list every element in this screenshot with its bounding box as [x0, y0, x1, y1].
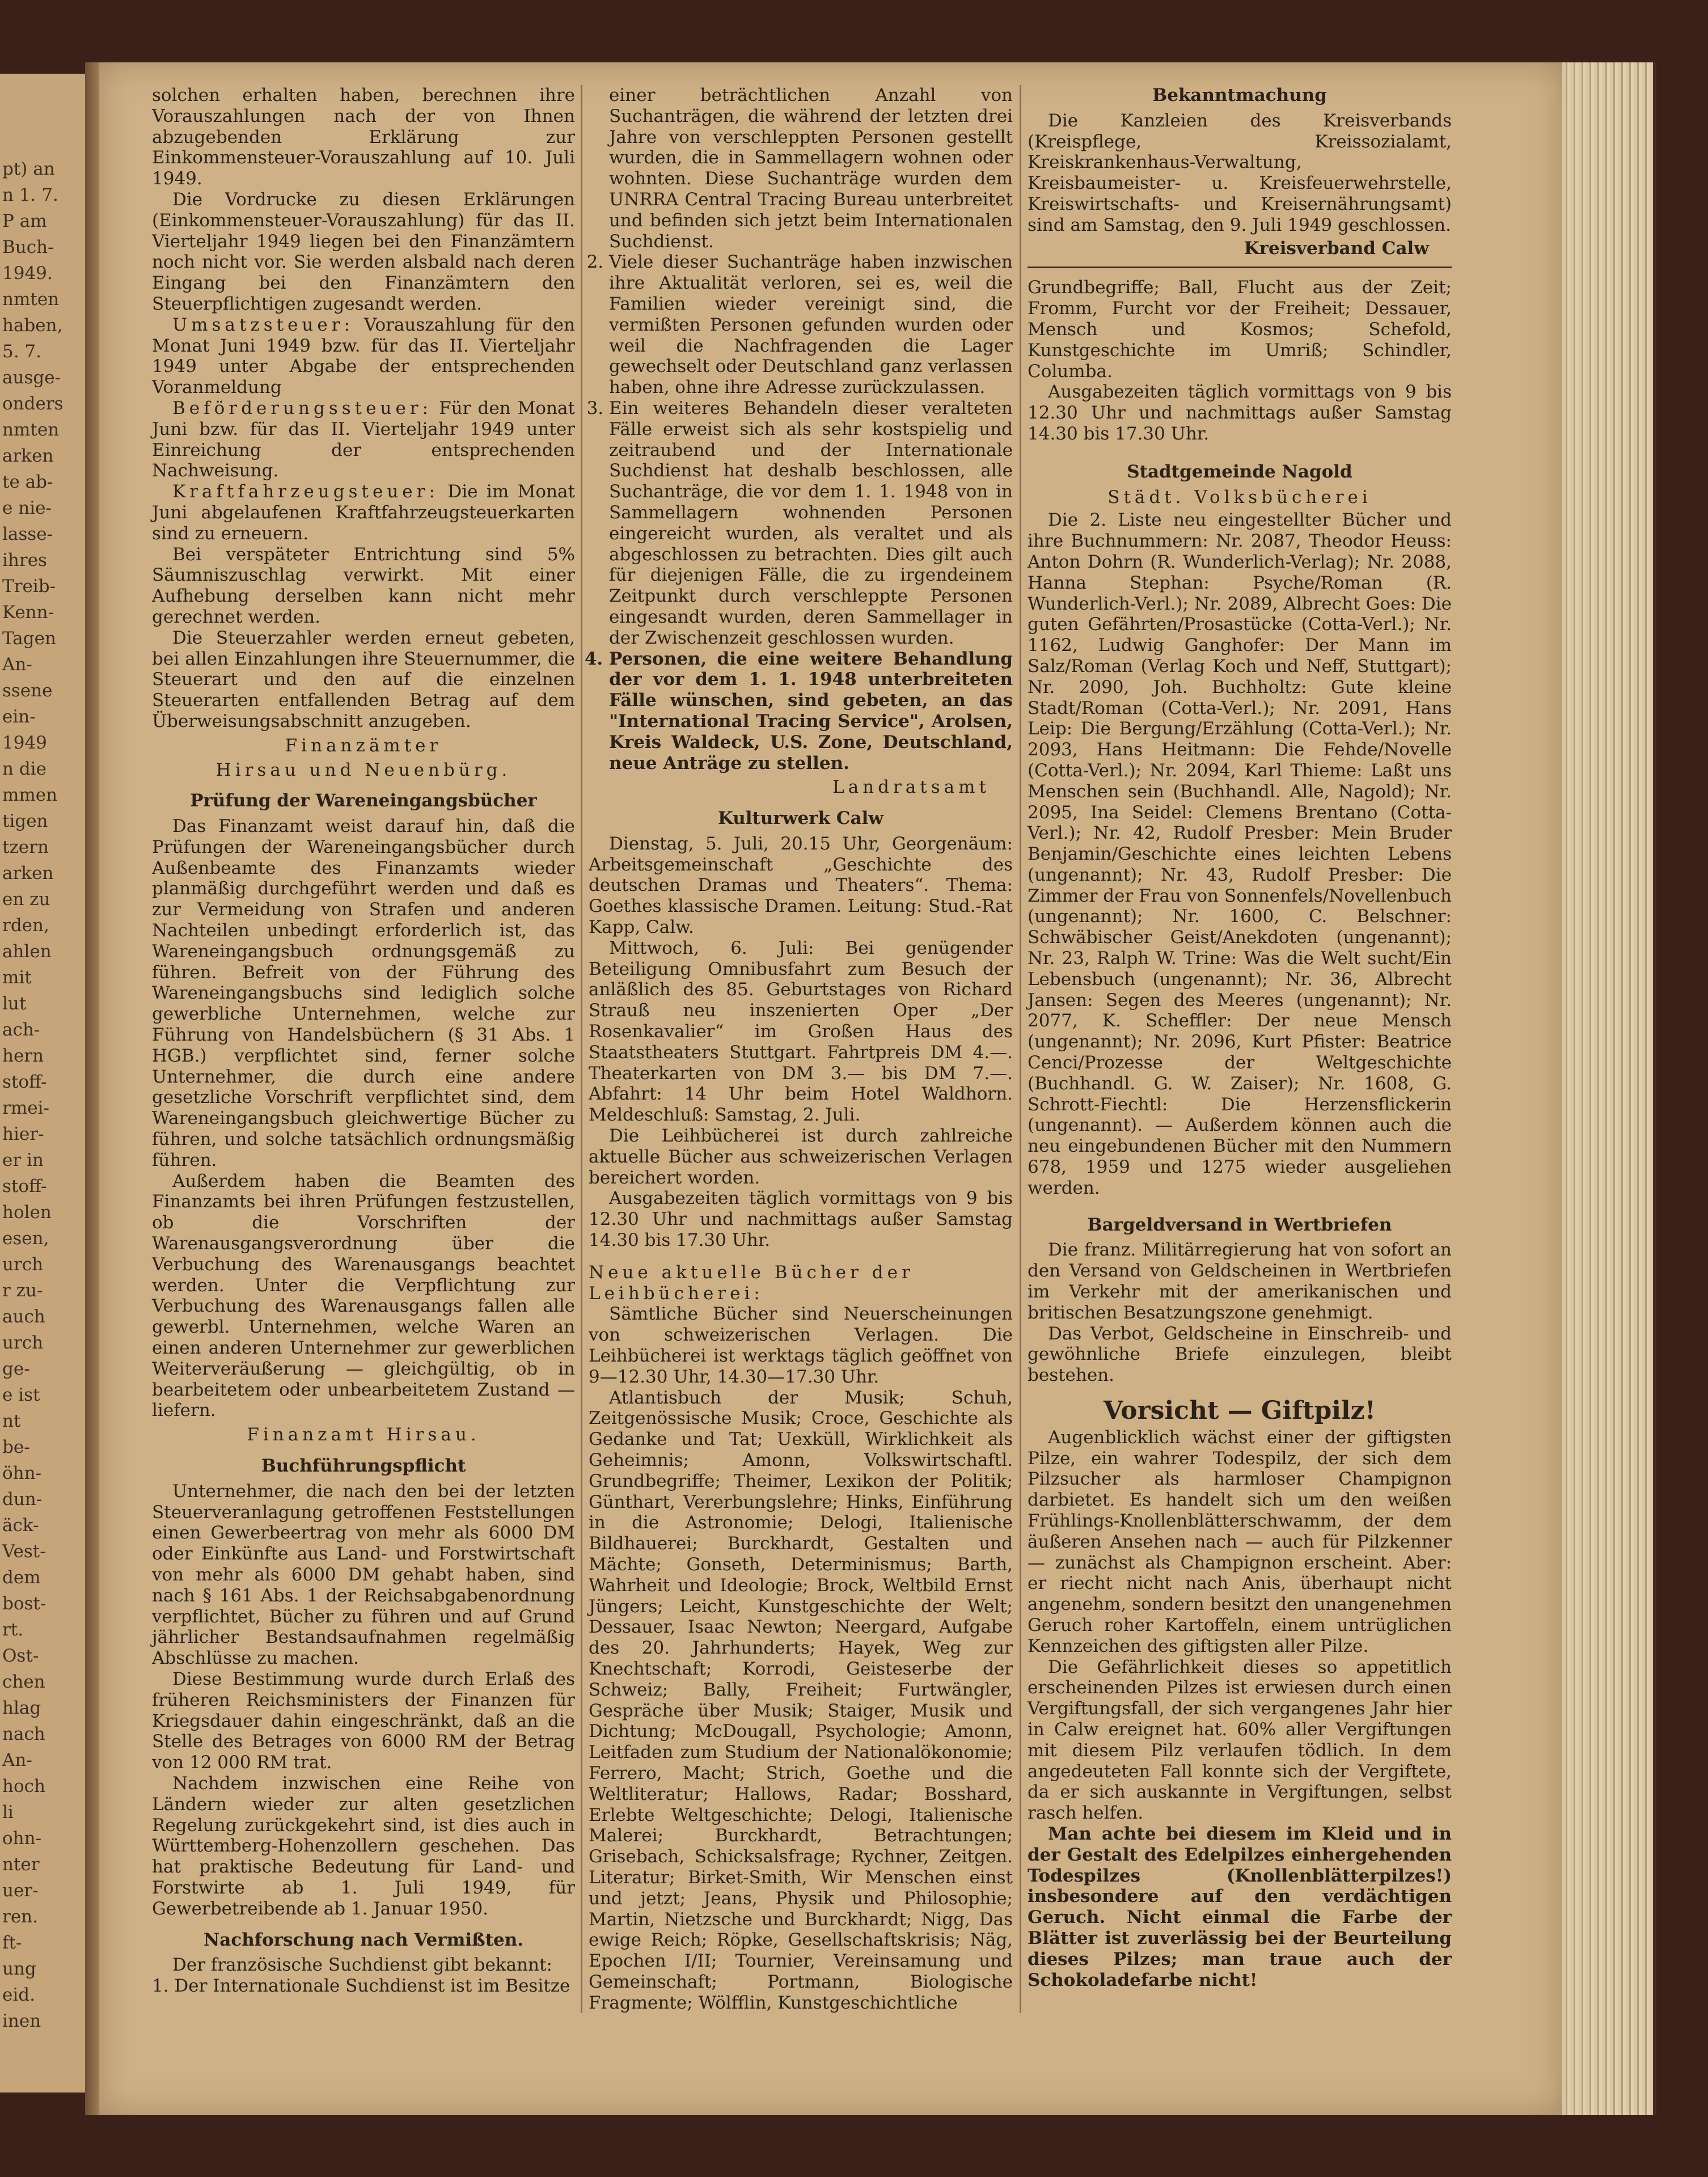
paragraph: Kraftfahrzeugsteuer: Die im Monat Juni abgelaufenen Kraftfahrzeugsteuerkarten sind zu erneuern. — [152, 481, 575, 544]
column-1 — [152, 85, 575, 1997]
headline: Vorsicht — Giftpilz! — [1104, 1396, 1376, 1426]
left-page-line: nmten — [2, 420, 60, 440]
left-page-line: ohn- — [2, 1828, 42, 1849]
left-page-line: ihres — [2, 550, 47, 570]
paragraph: Der französische Suchdienst gibt bekannt: — [172, 1955, 552, 1976]
subheading: Neue aktuelle Bücher der Leihbücherei: — [589, 1262, 914, 1304]
left-page-line: e ist — [2, 1385, 40, 1405]
left-page-line: li — [2, 1802, 14, 1823]
paragraph: Die Leihbücherei ist durch zahlreiche aktuelle Bücher aus schweizerischen Verlagen bereichert worden. — [589, 1126, 1013, 1188]
left-page-line: er in — [2, 1150, 44, 1170]
left-page-line: An- — [2, 1750, 32, 1770]
left-page-line: rden, — [2, 915, 49, 936]
paragraph: Die Kanzleien des Kreisverbands (Kreispflege, Kreissozialamt, Kreiskrankenhaus-Verwaltung, Kreisbaumeister- u. Kreisfeuerwehrstelle, Kreiswirtschafts- und Kreisernährungsamt) sind am Samstag, den 9. Juli 1949 geschlossen. — [1028, 110, 1452, 235]
numbered-list — [589, 252, 1013, 773]
heading: Bargeldversand in Wertbriefen — [1087, 1214, 1392, 1235]
left-page-line: inen — [2, 2011, 41, 2031]
paragraph: Atlantisbuch der Musik; Schuh, Zeitgenössische Musik; Croce, Geschichte als Gedanke und Tat; Uexküll, Wirklichkeit als Geheimnis; Amonn, Volkswirtschaftl. Grundbegriffe; Theimer, Lexikon der Politik; Günthart, Vererbungslehre; Hinks, Einführung in die Astronomie; Delogi, Italienische Bildhauerei; Burckhardt, Gestalten und Mächte; Gonseth, Determinismus; Barth, Wahrheit und Ideologie; Brock, Weltbild Ernst Jüngers; Leicht, Kunstgeschichte der Welt; Dessauer, Isaac Newton; Neergard, Aufgabe des 20. Jahrhunderts; Hayek, Weg zur Knechtschaft; Korrodi, Geisteserbe der Schweiz; Bally, Freiheit; Furtwängler, Gespräche über Musik; Staiger, Musik und Dichtung; McDougall, Psychologie; Amonn, Leitfaden zum Studium der Nationalökonomie; Ferrero, Macht; Strich, Goethe und die Weltliteratur; Hallows, Radar; Bosshard, Erlebte Weltgeschichte; Delogi, Italienische Malerei; Burckhardt, Betrachtungen; Grisebach, Schicksalsfrage; Rychner, Zeitgen. Literatur; Birket-Smith, Wir Menschen einst und jetzt; Jeans, Physik und Philosophie; Martin, Nietzsche und Burckhardt; Nigg, Das ewige Reich; Röpke, Gesellschaftskrisis; Näg, Epochen I/II; Tournier, Vereinsamung und Gemeinschaft; Portmann, Biologische Fragmente; Wölfflin, Kunstgeschichtliche — [589, 1387, 1013, 2013]
left-page-line: Buch- — [2, 237, 54, 257]
heading: Kulturwerk Calw — [717, 808, 883, 829]
paragraph: Grundbegriffe; Ball, Flucht aus der Zeit; Fromm, Furcht vor der Freiheit; Dessauer, Mensch und Kosmos; Schefold, Kunstgeschichte im Umriß; Schindler, Columba. — [1028, 277, 1452, 382]
left-page-line: dem — [2, 1567, 41, 1588]
column-2 — [589, 85, 1013, 2014]
left-page-line: ein- — [2, 707, 36, 727]
paragraph: Die Gefährlichkeit dieses so appetitlich erscheinenden Pilzes ist erwiesen durch einen Vergiftungsfall, der sich vergangenes Jahr hier in Calw ereignet hat. 60% aller Vergiftungen mit diesem Pilz verlaufen tödlich. In dem angedeuteten Fall konnte sich der Vergiftete, da er sich auskannte in Vergiftungen, selbst rasch helfen. — [1028, 1656, 1452, 1824]
left-page-line: n 1. 7. — [2, 185, 58, 205]
left-page-line: ausge- — [2, 367, 61, 388]
heading: Nachforschung nach Vermißten. — [203, 1929, 524, 1950]
paragraph: Unternehmer, die nach den bei der letzten Steuerveranlagung getroffenen Feststellungen einen Gewerbeertrag von mehr als 6000 DM oder Einkünfte aus Land- und Forstwirtschaft von mehr als 6000 DM gehabt haben, sind nach § 161 Abs. 1 der Reichsabgabenordnung verpflichtet, Bücher zu führen und auf Grund jährlicher Bestandsaufnahmen regelmäßig Abschlüsse zu machen. — [152, 1481, 575, 1669]
paragraph: einer beträchtlichen Anzahl von Suchanträgen, die während der letzten drei Jahre von verschleppten Personen gestellt wurden, die in Sammellagern wohnen oder wohnten. Diese Suchanträge wurden dem UNRRA Central Tracing Bureau unterbreitet und befinden sich jetzt beim Internationalen Suchdienst. — [609, 85, 1013, 252]
list-item: 4. Personen, die eine weitere Behandlung der vor dem 1. 1. 1948 unterbreiteten Fälle wünschen, sind gebeten, an das "International Tracing Service", Arolsen, Kreis Waldeck, U.S. Zone, Deutschland, neue Anträge zu stellen. — [609, 649, 1013, 774]
left-page-line: stoff- — [2, 1176, 47, 1197]
paragraph: Bei verspäteter Entrichtung sind 5% Säumniszuschlag verwirkt. Mit einer Aufhebung derselben kann nicht mehr gerechnet werden. — [152, 544, 575, 627]
left-page-line: auch — [2, 1307, 45, 1327]
left-page-line: lasse- — [2, 524, 53, 544]
left-page-line: nt — [2, 1411, 21, 1431]
left-page-line: haben, — [2, 315, 63, 336]
paragraph: Die Steuerzahler werden erneut gebeten, bei allen Einzahlungen ihre Steuernummer, die Steuerart und den auf die einzelnen Steuerarten entfallenden Betrag auf dem Überweisungsabschnitt anzugeben. — [152, 627, 575, 732]
heading: Prüfung der Wareneingangsbücher — [190, 791, 537, 811]
paragraph: Die 2. Liste neu eingestellter Bücher und ihre Buchnummern: Nr. 2087, Theodor Heuss: Anton Dohrn (R. Wunderlich-Verlag); Nr. 2088, Hanna Stephan: Psyche/Roman (R. Wunderlich-Verl.); Nr. 2089, Albrecht Goes: Die guten Gefährten/Prosastücke (Cotta-Verl.); Nr. 1162, Ludwig Ganghofer: Der Mann im Salz/Roman (Verlag Koch und Neff, Stuttgart); Nr. 2090, Joh. Buchholtz: Gute kleine Stadt/Roman (Cotta-Verl.); Nr. 2091, Hans Leip: Die Bergung/Erzählung (Cotta-Verl.); Nr. 2093, Hans Heitmann: Die Fehde/Novelle (Cotta-Verl.); Nr. 2094, Karl Thieme: Laßt uns Menschen sein (Buchhandl. Alle, Nagold); Nr. 2095, Ina Seidel: Clemens Brentano (Cotta-Verl.); Nr. 42, Rudolf Presber: Mein Bruder Benjamin/Geschichte eines leichten Lebens (ungenannt); Nr. 43, Rudolf Presber: Die Zimmer der Frau von Sonnenfels/Novellenbuch (ungenannt); Nr. 1600, C. Belschner: Schwäbischer Geist/Anekdoten (ungenannt); Nr. 23, Ralph W. Trine: Was die Welt sucht/Ein Lebensbuch (ungenannt); Nr. 36, Albrecht Jansen: Segen des Meeres (ungenannt); Nr. 2077, K. Scheffler: Der neue Mensch (ungenannt); Nr. 2096, Kurt Pfister: Beatrice Cenci/Prozesse der Weltgeschichte (Buchhandl. G. W. Zaiser); Nr. 1608, G. Schrott-Fiechtl: Die Herzensflickerin (ungenannt). — Außerdem können auch die neu eingebundenen Bücher mit den Nummern 678, 1959 und 1275 wieder ausgeliehen werden. — [1028, 510, 1452, 1198]
left-page-line: P am — [2, 211, 47, 231]
left-page-line: n die — [2, 759, 46, 779]
paragraph: Dienstag, 5. Juli, 20.15 Uhr, Georgenäum: Arbeitsgemeinschaft „Geschichte des deutschen Dramas und Theaters“. Thema: Goethes klassische Dramen. Leitung: Stud.-Rat Kapp, Calw. — [589, 833, 1013, 938]
paragraph: Außerdem haben die Beamten des Finanzamts bei ihren Prüfungen festzustellen, ob die Vorschriften der Warenausgangsverordnung über die Verbuchung des Warenausgangs beachtet werden. Unter die Verpflichtung zur Verbuchung des Warenausgangs fallen alle gewerbl. Unternehmen, welche Waren an einen anderen Unternehmer zur gewerblichen Weiterveräußerung — gleichgültig, ob in bearbeitetem oder unbearbeitetem Zustand — liefern. — [152, 1170, 575, 1421]
paragraph: Ausgabezeiten täglich vormittags von 9 bis 12.30 Uhr und nachmittags außer Samstag 14.30 bis 17.30 Uhr. — [589, 1188, 1013, 1251]
paragraph: Diese Bestimmung wurde durch Erlaß des früheren Reichsministers der Finanzen für Kriegsdauer dahin eingeschränkt, daß an die Stelle des Betrages von 6000 RM der Betrag von 12 000 RM trat. — [152, 1668, 575, 1773]
left-page-line: ung — [2, 1959, 36, 1979]
paragraph: Man achte bei diesem im Kleid und in der Gestalt des Edelpilzes einhergehenden Todespilzes (Knollenblätterpilzes!) insbesondere auf den verdächtigen Geruch. Nicht einmal die Farbe der Blätter ist zuverlässig bei der Beurteilung dieses Pilzes; man traue auch der Schokoladefarbe nicht! — [1028, 1823, 1452, 1990]
left-page-line: dun- — [2, 1489, 43, 1510]
left-page-line: rmei- — [2, 1098, 49, 1118]
heading: Bekanntmachung — [1152, 85, 1327, 105]
signature: Finanzämter — [285, 735, 442, 756]
paragraph: Sämtliche Bücher sind Neuerscheinungen von schweizerischen Verlagen. Die Leihbücherei ist werktags täglich geöffnet von 9—12.30 Uhr, 14.30—17.30 Uhr. — [589, 1304, 1013, 1387]
paragraph: Das Finanzamt weist darauf hin, daß die Prüfungen der Wareneingangsbücher durch Außenbeamte des Finanzamts wieder planmäßig durchgeführt werden und daß es zur Vermeidung von Strafen und anderen Nachteilen unbedingt erforderlich ist, das Wareneingangsbuch ordnungsgemäß zu führen. Befreit von der Führung des Wareneingangsbuchs sind lediglich solche gewerbliche Unternehmen, welche zur Führung von Handelsbüchern (§ 31 Abs. 1 HGB.) verpflichtet sind, ferner solche Unternehmer, die durch eine andere gesetzliche Vorschrift verpflichtet sind, dem Wareneingangsbuch gleichwertige Bücher zu führen, und solche tatsächlich ordnungsmäßig führen. — [152, 816, 575, 1170]
left-page-line: lut — [2, 994, 27, 1014]
paragraph: Umsatzsteuer: Vorauszahlung für den Monat Juni 1949 bzw. für das II. Vierteljahr 1949 unter Abgabe der entsprechenden Voranmeldung — [152, 314, 575, 398]
left-page-line: esen, — [2, 1228, 49, 1249]
left-page-line: r zu- — [2, 1280, 43, 1301]
left-page-line: ssene — [2, 680, 53, 701]
paragraph: solchen erhalten haben, berechnen ihre Vorauszahlungen nach der von Ihnen abzugebenden Erklärung zur Einkommensteuer-Vorauszahlung auf 10. Juli 1949. — [152, 85, 575, 189]
left-page-line: en zu — [2, 889, 50, 910]
left-page-line: hier- — [2, 1124, 44, 1144]
left-page-line: hoch — [2, 1776, 45, 1796]
left-page-line: 1949. — [2, 263, 53, 284]
announcement-box — [1028, 85, 1452, 268]
paragraph: Nachdem inzwischen eine Reihe von Ländern wieder zur alten gesetzlichen Regelung zurückgekehrt sind, ist dies auch in Württemberg-Hohenzollern geschehen. Das hat praktische Bedeutung für Land- und Forstwirte ab 1. Juli 1949, für Gewerbetreibende ab 1. Januar 1950. — [152, 1773, 575, 1919]
left-page-line: e nie- — [2, 498, 52, 518]
paragraph: 1. Der Internationale Suchdienst ist im Besitze — [152, 1976, 570, 1997]
left-page-line: stoff- — [2, 1072, 47, 1092]
subheading: Städt. Volksbücherei — [1107, 487, 1372, 508]
left-page-line: Vest- — [2, 1541, 46, 1562]
heading: Stadtgemeinde Nagold — [1127, 461, 1352, 482]
left-page-line: Treib- — [2, 576, 56, 597]
left-page-line: mit — [2, 967, 32, 988]
left-page-line: urch — [2, 1333, 44, 1353]
left-page-line: 5. 7. — [2, 341, 42, 362]
left-page-line: Ost- — [2, 1646, 39, 1666]
left-page-line: hlag — [2, 1698, 41, 1718]
left-page-fragment — [0, 74, 87, 2093]
column-rule — [581, 85, 582, 2013]
left-page-line: An- — [2, 654, 32, 675]
left-page-line: tzern — [2, 837, 49, 857]
left-page-line: urch — [2, 1254, 44, 1275]
left-page-line: chen — [2, 1672, 45, 1692]
left-page-line: nmten — [2, 289, 60, 310]
left-page-line: hern — [2, 1046, 44, 1066]
left-page-line: tigen — [2, 811, 48, 831]
list-item: 2. Viele dieser Suchanträge haben inzwischen ihre Aktualität verloren, sei es, weil die Familien wieder vereinigt sind, die vermißten Personen gefunden wurden oder weil die Nachfragenden die Lager gewechselt oder Deutschland ganz verlassen haben, ohne ihre Adresse zurückzulassen. — [609, 252, 1013, 398]
page-edges — [1562, 62, 1656, 2115]
left-page-line: be- — [2, 1437, 30, 1457]
left-page-line: bost- — [2, 1593, 46, 1614]
left-page-line: arken — [2, 446, 54, 466]
left-page-line: onders — [2, 394, 64, 414]
left-page-line: 1949 — [2, 733, 47, 753]
left-page-line: te ab- — [2, 472, 53, 492]
left-page-line: arken — [2, 863, 54, 884]
left-page-line: ge- — [2, 1359, 30, 1379]
signature: Finanzamt Hirsau. — [247, 1424, 480, 1445]
left-page-line: Kenn- — [2, 602, 54, 623]
list-item: 3. Ein weiteres Behandeln dieser veralteten Fälle erweist sich als sehr kostspielig und zeitraubend und der Internationale Suchdienst hat deshalb beschlossen, alle Suchanträge, die vor dem 1. 1. 1948 von in Sammellagern wohnenden Personen eingereicht wurden, als veraltet und als abgeschlossen zu betrachten. Dies gilt auch für diejenigen Fälle, die zu irgendeinem Zeitpunkt durch verschleppte Personen eingesandt wurden, deren Sammellager in der Zwischenzeit geschlossen wurden. — [609, 398, 1013, 649]
left-page-line: äck- — [2, 1515, 39, 1536]
left-page-line: eid. — [2, 1985, 35, 2005]
left-page-line: Tagen — [2, 628, 56, 649]
signature: Hirsau und Neuenbürg. — [215, 759, 511, 780]
paragraph: Mittwoch, 6. Juli: Bei genügender Beteiligung Omnibusfahrt zum Besuch der anläßlich des 85. Geburtstages von Richard Strauß neu inszenierten Oper „Der Rosenkavalier“ im Großen Haus des Staatstheaters Stuttgart. Fahrtpreis DM 4.—. Theaterkarten von DM 3.— bis DM 7.—. Abfahrt: 14 Uhr beim Hotel Waldhorn. Meldeschluß: Samstag, 2. Juli. — [589, 937, 1013, 1126]
paragraph: Die franz. Militärregierung hat von sofort an den Versand von Geldscheinen in Wertbriefen im Verkehr mit der amerikanischen und britischen Besatzungszone genehmigt. — [1028, 1240, 1452, 1323]
left-page-line: rt. — [2, 1620, 24, 1640]
signature: Landratsamt — [832, 777, 990, 798]
left-page-line: pt) an — [2, 159, 55, 179]
column-3 — [1028, 85, 1452, 1990]
left-page-line: holen — [2, 1202, 52, 1223]
signature: Kreisverband Calw — [1244, 238, 1429, 259]
paragraph: Beförderungssteuer: Für den Monat Juni bzw. für das II. Vierteljahr 1949 unter Einreichung der entsprechenden Nachweisung. — [152, 398, 575, 481]
left-page-line: ft- — [2, 1933, 22, 1953]
paragraph: Das Verbot, Geldscheine in Einschreib- und gewöhnliche Briefe einzulegen, bleibt bestehen. — [1028, 1323, 1452, 1386]
heading: Buchführungspflicht — [261, 1456, 466, 1476]
column-rule — [1020, 85, 1021, 2013]
left-page-line: ach- — [2, 1020, 40, 1040]
left-page-line: mmen — [2, 785, 58, 805]
left-page-line: nter — [2, 1854, 40, 1875]
paragraph: Augenblicklich wächst einer der giftigsten Pilze, ein wahrer Todespilz, der sich dem Pilzsucher als harmloser Champignon darbietet. Es handelt sich um den weißen Frühlings-Knollenblätterschwamm, der dem äußeren Ansehen nach — auch für Pilzkenner — zunächst als Champignon erscheint. Aber: er riecht nicht nach Anis, überhaupt nicht angenehm, sondern besitzt den unangenehmen Geruch roher Kartoffeln, einem untrüglichen Kennzeichen des giftigsten aller Pilze. — [1028, 1427, 1452, 1656]
left-page-line: ren. — [2, 1907, 38, 1927]
left-page-line: öhn- — [2, 1463, 42, 1483]
left-page-line: ahlen — [2, 941, 52, 962]
left-page-line: nach — [2, 1724, 45, 1744]
left-page-line: uer- — [2, 1880, 39, 1901]
paragraph: Ausgabezeiten täglich vormittags von 9 bis 12.30 Uhr und nachmittags außer Samstag 14.30 bis 17.30 Uhr. — [1028, 382, 1452, 444]
paragraph: Die Vordrucke zu diesen Erklärungen (Einkommensteuer-Vorauszahlung) für das II. Vierteljahr 1949 liegen bei den Finanzämtern noch nicht vor. Sie werden alsbald nach deren Eingang bei den Finanzämtern den Steuerpflichtigen zugesandt werden. — [152, 189, 575, 314]
